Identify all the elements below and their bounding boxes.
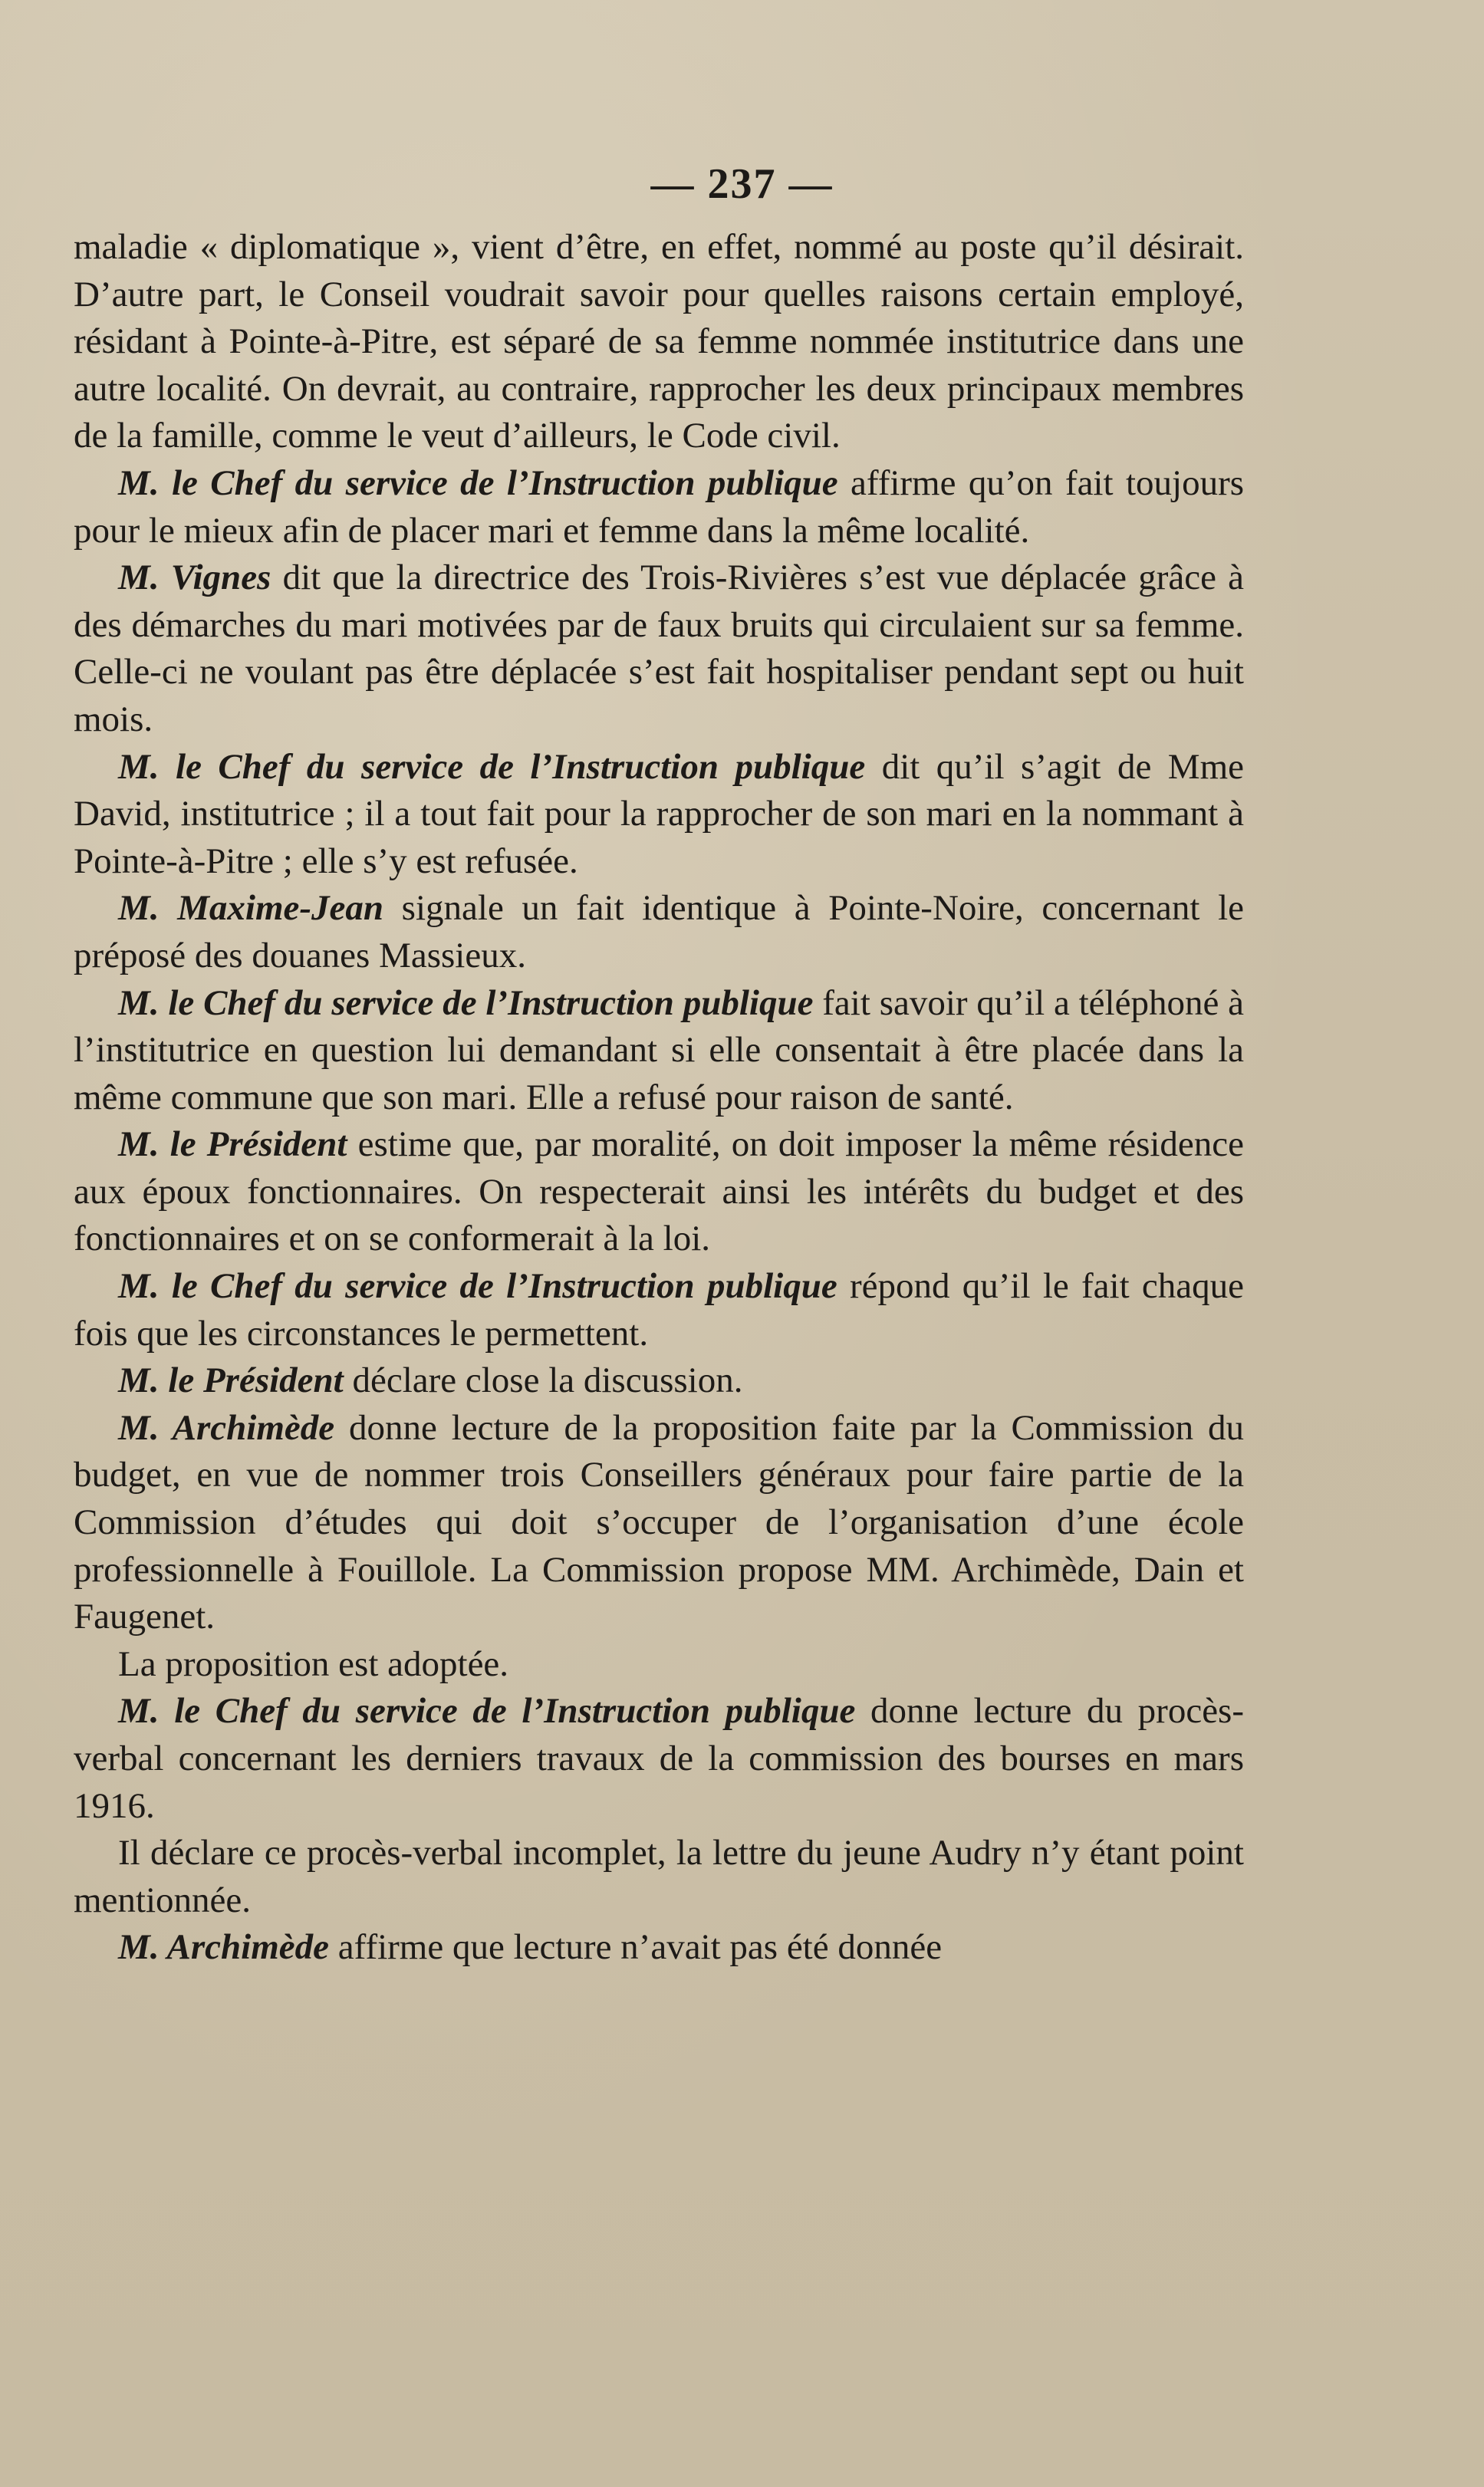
- speaker: M. le Chef du service de l’Instruction publique: [118, 1691, 856, 1732]
- speaker: M. Archimède: [118, 1407, 335, 1448]
- paragraph-text: donne lecture du procès-verbal concernant les derniers travaux de la commission des bourses en mars 1916.: [74, 1691, 1245, 1826]
- paragraph-5: [74, 885, 1244, 979]
- paragraph-text: affirme qu’on fait toujours pour le mieux afin de placer mari et femme dans la même localité.: [74, 462, 1245, 551]
- paragraph-text: dit qu’il s’agit de Mme David, institutrice ; il a tout fait pour la rapprocher de son mari en la nommant à Pointe-à-Pitre ; elle s’y est refusée.: [74, 746, 1245, 881]
- speaker: M. Archimède: [118, 1927, 330, 1968]
- paragraph-9: [74, 1357, 1244, 1405]
- paragraph-text: affirme que lecture n’avait pas été donnée: [337, 1927, 943, 1968]
- speaker: M. Maxime-Jean: [118, 888, 384, 929]
- paragraph-text: déclare close la discussion.: [352, 1360, 743, 1401]
- paragraph-3: [74, 554, 1244, 743]
- paragraph-1: [74, 224, 1244, 460]
- paragraph-text: Il déclare ce procès-verbal incomplet, la lettre du jeune Audry n’y étant point mentionnée.: [74, 1833, 1244, 1920]
- paragraph-14: [74, 1924, 1244, 1972]
- paragraph-2: [74, 460, 1244, 554]
- text-body: [74, 224, 1244, 1972]
- speaker: M. le Chef du service de l’Instruction publique: [118, 982, 814, 1023]
- paragraph-10: [74, 1405, 1244, 1641]
- paragraph-text: La proposition est adoptée.: [118, 1643, 509, 1684]
- speaker: M. Vignes: [118, 558, 271, 598]
- paragraph-12: [74, 1688, 1244, 1830]
- paragraph-11: [74, 1641, 1244, 1689]
- paragraph-text: signale un fait identique à Pointe-Noire, concernant le préposé des douanes Massieux.: [74, 888, 1244, 975]
- paragraph-text: estime que, par moralité, on doit imposer la même résidence aux époux fonctionnaires. On respecterait ainsi les intérêts du budget et des fonctionnaires et on se conformerait à la loi.: [74, 1124, 1245, 1259]
- paragraph-text: maladie « diplomatique », vient d’être, en effet, nommé au poste qu’il désirait. D’autre part, le Conseil voudrait savoir pour quelles raisons certain employé, résidant à Pointe-à-Pitre, est séparé de sa femme nommée institutrice dans une autre localité. On devrait, au contraire, rapprocher les deux principaux membres de la famille, comme le veut d’ailleurs, le Code civil.: [74, 227, 1244, 456]
- paragraph-8: [74, 1263, 1244, 1357]
- paragraph-text: répond qu’il le fait chaque fois que les circonstances le permettent.: [74, 1266, 1244, 1354]
- paragraph-7: [74, 1121, 1244, 1263]
- paragraph-text: fait savoir qu’il a téléphoné à l’institutrice en question lui demandant si elle consentait à être placée dans la même commune que son mari. Elle a refusé pour raison de santé.: [74, 982, 1244, 1117]
- speaker: M. le Président: [118, 1124, 347, 1165]
- paragraph-6: [74, 980, 1244, 1122]
- paragraph-4: [74, 744, 1244, 886]
- page-number: — 237 —: [650, 160, 834, 208]
- speaker: M. le Chef du service de l’Instruction publique: [118, 746, 866, 787]
- paragraph-text: dit que la directrice des Trois-Rivières s’est vue déplacée grâce à des démarches du mari motivées par de faux bruits qui circulaient sur sa femme. Celle-ci ne voulant pas être déplacée s’est fait hospitaliser pendant sept ou huit mois.: [74, 558, 1244, 739]
- paragraph-13: [74, 1830, 1244, 1924]
- speaker: M. le Chef du service de l’Instruction publique: [118, 462, 838, 503]
- speaker: M. le Chef du service de l’Instruction publique: [118, 1266, 837, 1307]
- paragraph-text: donne lecture de la proposition faite par la Commission du budget, en vue de nommer trois Conseillers généraux pour faire partie de la Commission d’études qui doit s’occuper de l’organisation d’une école professionnelle à Fouillole. La Commission propose MM. Archimède, Dain et Faugenet.: [74, 1407, 1244, 1637]
- speaker: M. le Président: [118, 1360, 344, 1401]
